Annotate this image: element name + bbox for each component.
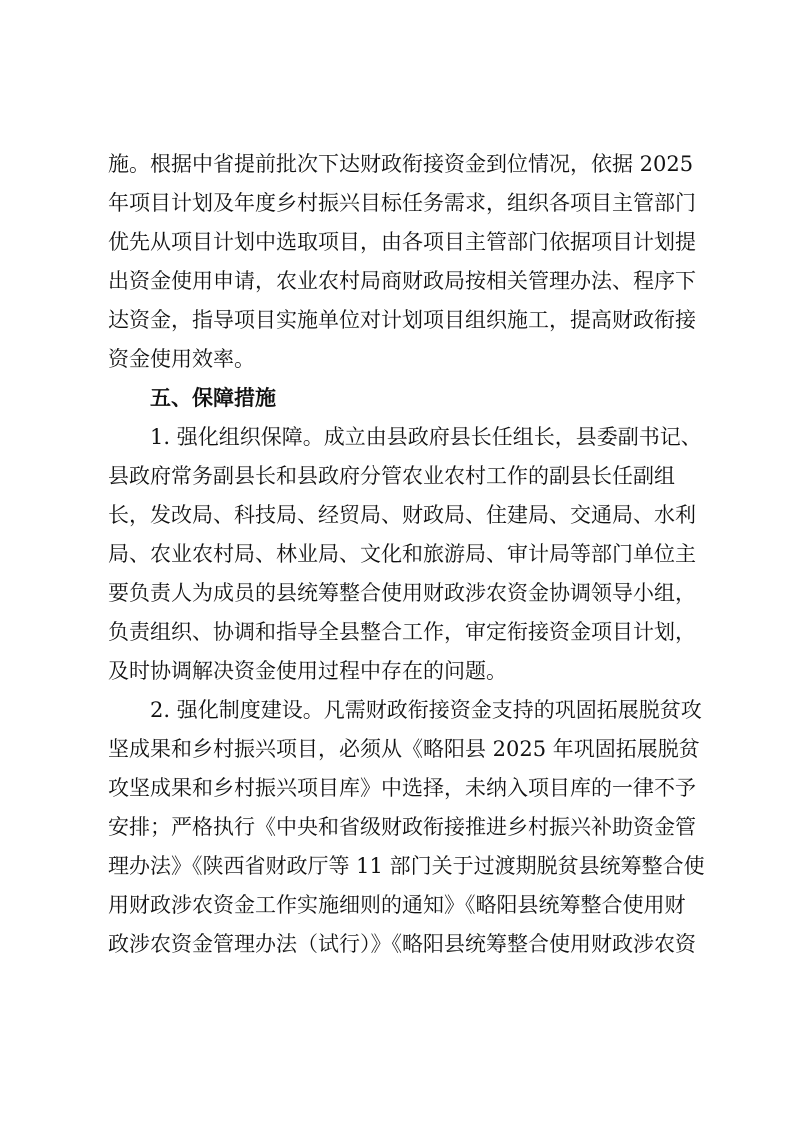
text-line — [0, 458, 793, 494]
heading-text: 五、保障措施 — [150, 386, 276, 410]
text-line — [0, 224, 793, 260]
text-line — [0, 419, 793, 455]
line-text: 及时协调解决资金使用过程中存在的问题。 — [108, 659, 507, 683]
text-line — [0, 302, 793, 338]
line-text: 理办法》《陕西省财政厅等 11 部门关于过渡期脱贫县统筹整合使 — [108, 854, 705, 878]
text-line — [0, 146, 793, 182]
text-line — [0, 770, 793, 806]
line-text: 坚成果和乡村振兴项目，必须从《略阳县 2025 年巩固拓展脱贫 — [108, 737, 700, 761]
line-text: 1. 强化组织保障。成立由县政府县长任组长，县委副书记、 — [150, 425, 702, 449]
text-line — [0, 692, 793, 728]
text-line — [0, 575, 793, 611]
line-text: 政涉农资金管理办法（试行）》《略阳县统筹整合使用财政涉农资 — [108, 932, 696, 956]
text-line — [0, 341, 793, 377]
line-text: 达资金，指导项目实施单位对计划项目组织施工，提高财政衔接 — [108, 308, 696, 332]
text-line — [0, 185, 793, 221]
line-text: 攻坚成果和乡村振兴项目库》中选择，未纳入项目库的一律不予 — [108, 776, 696, 800]
text-line — [0, 926, 793, 962]
text-line — [0, 653, 793, 689]
line-text: 优先从项目计划中选取项目，由各项目主管部门依据项目计划提 — [108, 230, 696, 254]
text-line — [0, 536, 793, 572]
line-text: 年项目计划及年度乡村振兴目标任务需求，组织各项目主管部门 — [108, 191, 696, 215]
line-text: 安排；严格执行《中央和省级财政衔接推进乡村振兴补助资金管 — [108, 815, 696, 839]
line-text: 局、农业农村局、林业局、文化和旅游局、审计局等部门单位主 — [108, 542, 696, 566]
text-line — [0, 848, 793, 884]
line-text: 用财政涉农资金工作实施细则的通知》《略阳县统筹整合使用财 — [108, 893, 686, 917]
text-line — [0, 497, 793, 533]
line-text: 要负责人为成员的县统筹整合使用财政涉农资金协调领导小组， — [108, 581, 696, 605]
line-text: 资金使用效率。 — [108, 347, 255, 371]
text-line — [0, 809, 793, 845]
line-text: 2. 强化制度建设。凡需财政衔接资金支持的巩固拓展脱贫攻 — [150, 698, 702, 722]
line-text: 负责组织、协调和指导全县整合工作，审定衔接资金项目计划， — [108, 620, 696, 644]
text-line — [0, 614, 793, 650]
line-text: 长，发改局、科技局、经贸局、财政局、住建局、交通局、水利 — [108, 503, 696, 527]
text-line — [0, 887, 793, 923]
line-text: 县政府常务副县长和县政府分管农业农村工作的副县长任副组 — [108, 464, 675, 488]
section-heading — [0, 380, 793, 416]
line-text: 施。根据中省提前批次下达财政衔接资金到位情况，依据 2025 — [108, 152, 694, 176]
text-line — [0, 731, 793, 767]
text-line — [0, 263, 793, 299]
line-text: 出资金使用申请，农业农村局商财政局按相关管理办法、程序下 — [108, 269, 696, 293]
